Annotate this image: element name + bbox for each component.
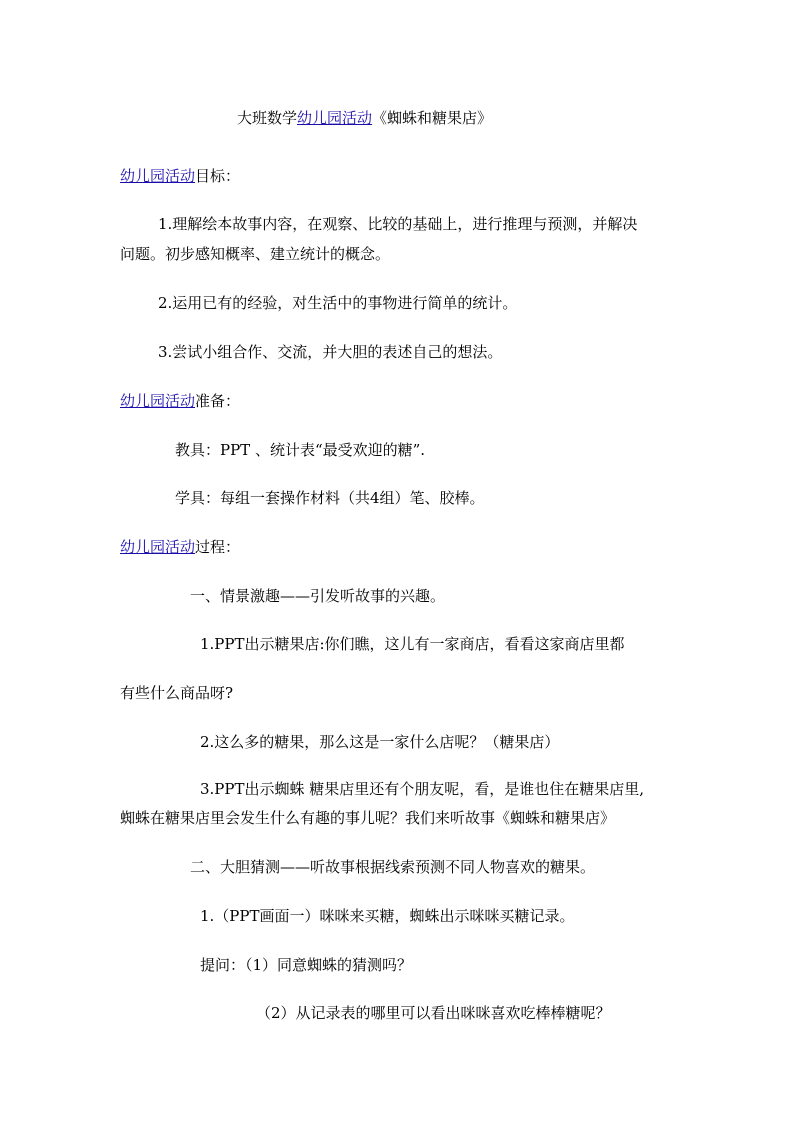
prep-link[interactable]: 幼儿园活动: [120, 392, 196, 410]
ask-1: 提问：（1）同意蜘蛛的猜测吗？: [200, 956, 413, 974]
title-suffix: 《蜘蛛和糖果店》: [372, 109, 493, 127]
part-1-title: 一、情景激趣——引发听故事的兴趣。: [190, 587, 446, 605]
prep-teaching-aids: 教具：PPT 、统计表“最受欢迎的糖”.: [175, 441, 426, 459]
section-heading-prep: [120, 391, 240, 411]
goal-1-line-1: 1.理解绘本故事内容，在观察、比较的基础上，进行推理与预测，并解决: [158, 215, 638, 233]
question-1: 1.（PPT画面一）咪咪来买糖，蜘蛛出示咪咪买糖记录。: [200, 907, 575, 925]
prep-student-materials: 学具：每组一套操作材料（共4组）笔、胶棒。: [175, 489, 485, 507]
process-link[interactable]: 幼儿园活动: [120, 538, 196, 556]
step-2: 2.这么多的糖果，那么这是一家什么店呢？（糖果店）: [200, 733, 560, 751]
section-heading-process: [120, 537, 240, 557]
page-title: [237, 108, 492, 128]
process-heading-text: 过程：: [195, 538, 241, 556]
part-2-title: 二、大胆猜测——听故事根据线索预测不同人物喜欢的糖果。: [190, 858, 596, 876]
section-heading-goals: [120, 166, 240, 186]
title-link[interactable]: 幼儿园活动: [297, 109, 373, 127]
prep-heading-text: 准备：: [195, 392, 241, 410]
ask-2: （2）从记录表的哪里可以看出咪咪喜欢吃棒棒糖呢？: [256, 1004, 611, 1022]
goals-heading-text: 目标：: [195, 167, 241, 185]
step-1-line-2: 有些什么商品呀?: [120, 684, 234, 702]
step-1-line-1: 1.PPT出示糖果店:你们瞧，这儿有一家商店，看看这家商店里都: [200, 635, 625, 653]
goal-3: 3.尝试小组合作、交流，并大胆的表述自己的想法。: [158, 343, 503, 361]
title-prefix: 大班数学: [237, 109, 298, 127]
goals-link[interactable]: 幼儿园活动: [120, 167, 196, 185]
goal-2: 2.运用已有的经验，对生活中的事物进行简单的统计。: [158, 294, 518, 312]
goal-1-line-2: 问题。初步感知概率、建立统计的概念。: [120, 245, 391, 263]
step-3-line-1: 3.PPT出示蜘蛛 糖果店里还有个朋友呢，看，是谁也住在糖果店里,: [200, 780, 645, 798]
step-3-line-2: 蜘蛛在糖果店里会发生什么有趣的事儿呢？我们来听故事《蜘蛛和糖果店》: [120, 809, 616, 827]
